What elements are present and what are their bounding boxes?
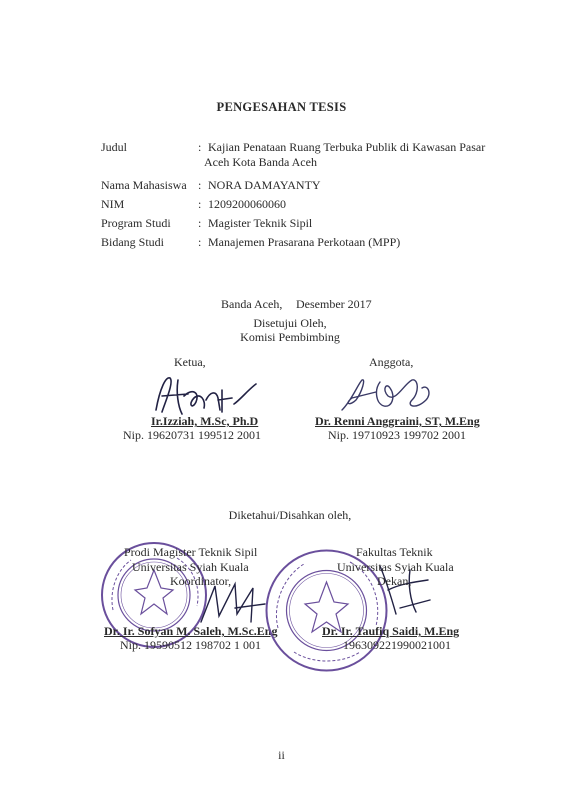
right-org2: Universitas Syiah Kuala	[337, 560, 454, 574]
page-title: PENGESAHAN TESIS	[216, 100, 347, 114]
left-org1: Prodi Magister Teknik Sipil	[124, 545, 258, 559]
right-ratifier-nip: 196309221990021001	[343, 638, 451, 652]
field-value-title-line2: Aceh Kota Banda Aceh	[204, 155, 317, 169]
field-sep-program: :	[198, 216, 202, 230]
ratified-by: Diketahui/Disahkan oleh,	[228, 508, 352, 522]
date: Desember 2017	[296, 297, 372, 311]
field-value-program: Magister Teknik Sipil	[208, 216, 313, 230]
right-role: Dekan,	[377, 574, 412, 588]
field-value-title-line1: Kajian Penataan Ruang Terbuka Publik di Kawasan Pasar	[208, 140, 486, 154]
field-sep-field-of-study: :	[198, 235, 202, 249]
field-value-nim: 1209200060060	[208, 197, 286, 211]
field-value-field-of-study: Manajemen Prasarana Perkotaan (MPP)	[208, 235, 401, 249]
member-name: Dr. Renni Anggraini, ST, M.Eng	[315, 414, 480, 428]
field-label-nim: NIM	[101, 197, 125, 211]
left-ratifier-nip: Nip. 19590512 198702 1 001	[120, 638, 261, 652]
field-sep-title: :	[198, 140, 202, 154]
right-ratifier-name: Dr. Ir. Taufiq Saidi, M.Eng	[322, 624, 460, 638]
place: Banda Aceh,	[221, 297, 283, 311]
left-org2: Universitas Syiah Kuala	[132, 560, 249, 574]
chair-name: Ir.Izziah, M.Sc, Ph.D	[151, 414, 259, 428]
field-value-student-name: NORA DAMAYANTY	[208, 178, 321, 192]
field-sep-student-name: :	[198, 178, 202, 192]
member-signature	[332, 370, 442, 418]
chair-nip: Nip. 19620731 199512 2001	[123, 428, 261, 442]
field-sep-nim: :	[198, 197, 202, 211]
approved-by: Disetujui Oleh,	[253, 316, 327, 330]
member-role: Anggota,	[369, 355, 414, 369]
field-label-field-of-study: Bidang Studi	[101, 235, 165, 249]
committee: Komisi Pembimbing	[240, 330, 340, 344]
member-nip: Nip. 19710923 199702 2001	[328, 428, 466, 442]
left-ratifier-name: Dr. Ir. Sofyan M. Saleh, M.Sc.Eng	[104, 624, 278, 638]
chair-signature	[148, 370, 263, 420]
left-role: Koordinator,	[170, 574, 232, 588]
field-label-program: Program Studi	[101, 216, 171, 230]
chair-role: Ketua,	[174, 355, 206, 369]
field-label-title: Judul	[101, 140, 128, 154]
page-number: ii	[278, 748, 285, 762]
right-org1: Fakultas Teknik	[356, 545, 433, 559]
field-label-student-name: Nama Mahasiswa	[101, 178, 187, 192]
